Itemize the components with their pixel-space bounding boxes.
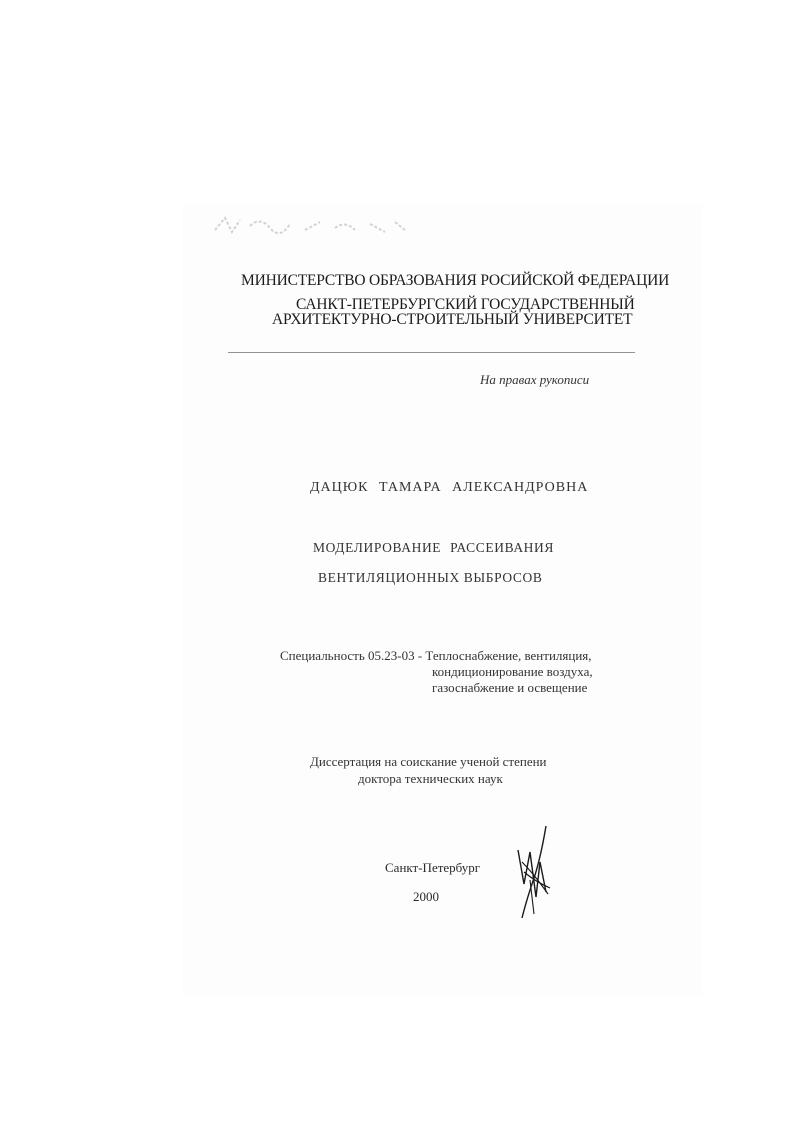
author-name: ДАЦЮК ТАМАРА АЛЕКСАНДРОВНА [310,480,589,495]
city: Санкт-Петербург [385,860,481,875]
manuscript-rights-note: На правах рукописи [480,372,590,387]
university-name-line2: АРХИТЕКТУРНО-СТРОИТЕЛЬНЫЙ УНИВЕРСИТЕТ [272,311,633,328]
dissertation-title-line2: ВЕНТИЛЯЦИОННЫХ ВЫБРОСОВ [318,570,543,585]
specialty-line1: Специальность 05.23-03 - Теплоснабжение, вентиляция, [280,648,592,663]
dissertation-title-line1: МОДЕЛИРОВАНИЕ РАССЕИВАНИЯ [313,540,554,555]
degree-statement-line2: доктора технических наук [358,771,503,786]
university-name-line1: САНКТ-ПЕТЕРБУРГСКИЙ ГОСУДАРСТВЕННЫЙ [296,296,635,313]
specialty-line3: газоснабжение и освещение [432,680,588,695]
faded-stamp [210,212,410,238]
ministry-name: МИНИСТЕРСТВО ОБРАЗОВАНИЯ РОСИЙСКОЙ ФЕДЕРАЦИИ [241,272,670,289]
degree-statement-line1: Диссертация на соискание ученой степени [310,754,547,769]
header-divider [228,352,635,353]
year: 2000 [413,889,439,904]
handwritten-signature [510,822,560,922]
specialty-line2: кондиционирование воздуха, [432,664,593,679]
